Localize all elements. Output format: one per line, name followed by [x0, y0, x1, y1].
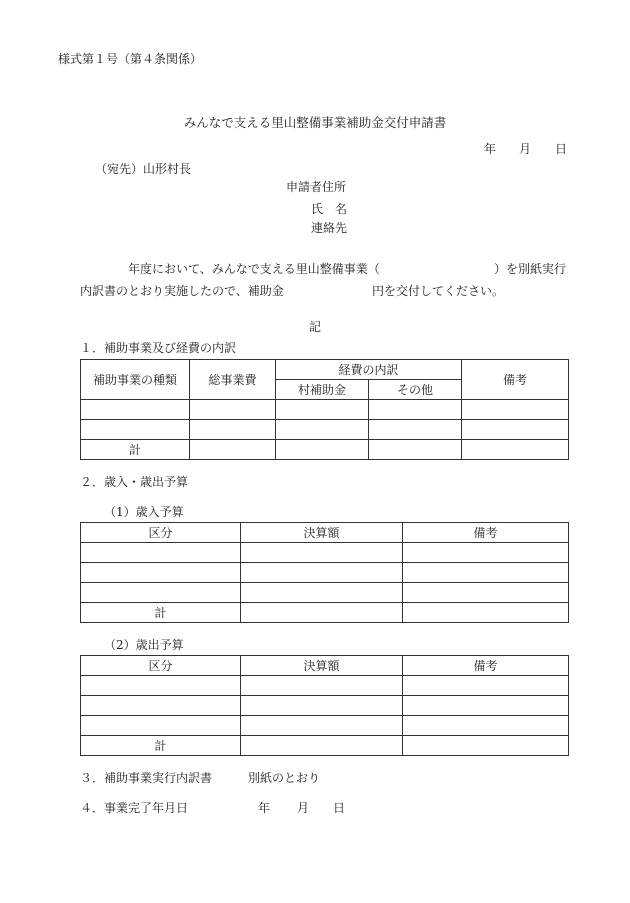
applicant-address-label: 申請者住所: [286, 180, 347, 194]
table-row: [81, 716, 569, 736]
section3-value: 別紙のとおり: [248, 771, 321, 785]
document-title: みんなで支える里山整備事業補助金交付申請書: [183, 115, 447, 130]
applicant-name-label: 氏 名: [311, 202, 348, 216]
table-cell[interactable]: [241, 716, 403, 736]
applicant-contact-label: 連絡先: [311, 221, 348, 235]
table-cell[interactable]: [241, 676, 403, 696]
table-cell[interactable]: [462, 400, 569, 420]
table-cell[interactable]: [369, 440, 462, 460]
header-other: その他: [369, 380, 462, 400]
table-cell[interactable]: [403, 603, 569, 623]
table-cell[interactable]: [81, 420, 190, 440]
table-row: [81, 400, 569, 420]
table-cell[interactable]: [190, 420, 276, 440]
income-header-amount: 決算額: [241, 523, 403, 543]
income-header-remarks: 備考: [403, 523, 569, 543]
table-cell[interactable]: [241, 603, 403, 623]
section3-heading: ３．補助事業実行内訳書: [80, 771, 213, 785]
date-month: 月: [519, 142, 532, 156]
table-cell[interactable]: [190, 400, 276, 420]
table-row: [81, 543, 569, 563]
income-total-label: 計: [81, 603, 241, 623]
table-row: [81, 676, 569, 696]
completion-month: 月: [297, 801, 310, 815]
income-header-category: 区分: [81, 523, 241, 543]
table-cell[interactable]: [190, 440, 276, 460]
table-cell[interactable]: [403, 583, 569, 603]
table-cell[interactable]: [369, 400, 462, 420]
body-line1-suffix: ）を別紙実行: [494, 262, 567, 276]
table-total-row: [81, 603, 569, 623]
expense-budget-table: [80, 655, 569, 756]
table-cell[interactable]: [462, 440, 569, 460]
completion-year: 年: [258, 801, 271, 815]
expense-heading: （2）歳出予算: [104, 638, 184, 652]
expense-breakdown-table: [80, 359, 569, 460]
table-cell[interactable]: [403, 563, 569, 583]
expense-header-remarks: 備考: [403, 656, 569, 676]
header-total-cost: 総事業費: [190, 360, 276, 400]
table-cell[interactable]: [81, 716, 241, 736]
header-village-subsidy: 村補助金: [276, 380, 369, 400]
table-cell[interactable]: [241, 696, 403, 716]
table-cell[interactable]: [241, 736, 403, 756]
header-cost-breakdown: 経費の内訳: [276, 360, 462, 380]
income-budget-table: [80, 522, 569, 623]
table-row: [81, 420, 569, 440]
addressee: （宛先）山形村長: [95, 162, 192, 176]
table-cell[interactable]: [403, 676, 569, 696]
table-cell[interactable]: [403, 716, 569, 736]
table-cell[interactable]: [276, 420, 369, 440]
table-total-row: [81, 440, 569, 460]
section1-heading: １．補助事業及び経費の内訳: [80, 341, 237, 355]
table-cell[interactable]: [276, 400, 369, 420]
table-cell[interactable]: [241, 543, 403, 563]
table-cell[interactable]: [241, 563, 403, 583]
expense-header-category: 区分: [81, 656, 241, 676]
section4-heading: ４．事業完了年月日: [80, 801, 189, 815]
table-cell[interactable]: [369, 420, 462, 440]
table-row: [81, 563, 569, 583]
table-cell[interactable]: [403, 543, 569, 563]
income-heading: （1）歳入予算: [104, 505, 184, 519]
table-cell[interactable]: [276, 440, 369, 460]
table-cell[interactable]: [462, 420, 569, 440]
date-day: 日: [555, 142, 568, 156]
expense-header-amount: 決算額: [241, 656, 403, 676]
table-total-row: [81, 736, 569, 756]
header-remarks: 備考: [462, 360, 569, 400]
table-cell[interactable]: [81, 583, 241, 603]
table-cell[interactable]: [403, 736, 569, 756]
body-line2-prefix: 内訳書のとおり実施したので、補助金: [80, 284, 284, 298]
expense-total-label: 計: [81, 736, 241, 756]
ki-mark: 記: [308, 320, 321, 334]
header-project-type: 補助事業の種類: [81, 360, 190, 400]
table-row: [81, 583, 569, 603]
table-row: [81, 696, 569, 716]
body-line2-suffix: 円を交付してください。: [372, 284, 505, 298]
form-number: 様式第１号（第４条関係）: [58, 52, 203, 66]
table-cell[interactable]: [241, 583, 403, 603]
body-line1-prefix: 年度において、みんなで支える里山整備事業（: [128, 262, 380, 276]
table-cell[interactable]: [81, 563, 241, 583]
table-cell[interactable]: [81, 543, 241, 563]
table-cell[interactable]: [403, 696, 569, 716]
section2-heading: ２．歳入・歳出予算: [80, 475, 189, 489]
table-cell[interactable]: [81, 696, 241, 716]
date-year: 年: [484, 142, 497, 156]
completion-day: 日: [333, 801, 346, 815]
total-label: 計: [81, 440, 190, 460]
table-cell[interactable]: [81, 676, 241, 696]
table-cell[interactable]: [81, 400, 190, 420]
